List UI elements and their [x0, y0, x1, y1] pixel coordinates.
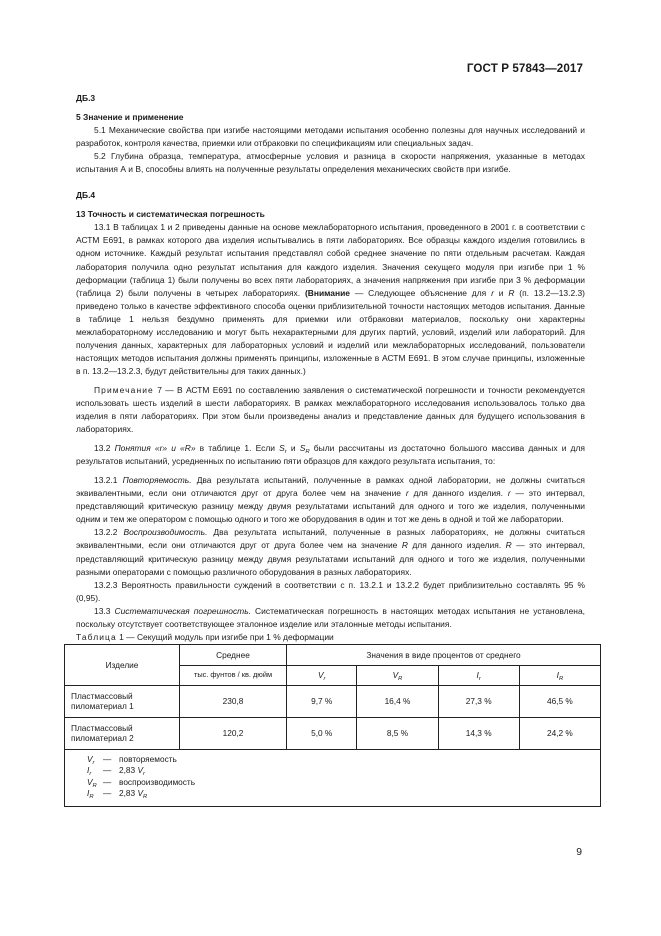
paragraph-13-1: [76, 221, 585, 378]
legend-dash: —: [103, 753, 112, 764]
clause-title: Повторяемость.: [122, 475, 192, 486]
legend-text: 2,83: [119, 765, 138, 776]
symbol-sr-main: S: [279, 443, 285, 454]
legend-symbol-sub: r: [89, 771, 92, 778]
legend-ref-sub: R: [143, 794, 148, 801]
header-item: Изделие: [65, 644, 180, 685]
cell-iR: 46,5 %: [519, 685, 600, 717]
legend-dash: —: [103, 765, 112, 776]
clause-number: 13.2.1: [94, 475, 123, 486]
paragraph-13-2-2: [76, 526, 585, 578]
cell-item: Пластмассовый пиломатериал 2: [65, 717, 180, 749]
paragraph-13-2-2-text-c: — это интервал, представляющий критическую разницу между двумя результатами испытаний для одного и того же изделия, полученными разными операторами с помощью различного оборудования в разных лабораториях.: [76, 540, 585, 577]
clause-title: Систематическая погрешность.: [114, 605, 251, 616]
attention-label: (Внимание: [304, 287, 350, 298]
table-row: [65, 717, 601, 749]
legend-symbol: V: [87, 776, 93, 787]
paragraph-5-1: 5.1 Механические свойства при изгибе настоящими методами испытания особенно полезны для научных исследований и разработок, контроля качества, приемки или отбраковки по спецификациям или специальных задач.: [76, 125, 585, 149]
cell-ir: 14,3 %: [438, 717, 519, 749]
cell-vR: 16,4 %: [357, 685, 438, 717]
header-ir-sub: r: [478, 676, 481, 683]
header-vr: [287, 665, 357, 685]
legend-text: 2,83: [119, 788, 138, 799]
legend-symbol-sub: R: [89, 794, 94, 801]
paragraph-13-2-2-text-b: для данного изделия.: [407, 540, 506, 551]
clause-number: 13.2.2: [94, 527, 124, 538]
table-1: [64, 644, 601, 807]
note-label: Примечание: [94, 384, 154, 395]
paragraph-13-2-1-text-a: Два результата испытаний, полученные в рамках одной лаборатории, не должны считаться эквивалентными, если они отличаются друг от друга более чем на значение: [76, 475, 585, 499]
table-1-caption: [76, 631, 585, 644]
cell-iR: 24,2 %: [519, 717, 600, 749]
note-text: 7 — В АСТМ Е691 по составлению заявления о систематической погрешности и точности рекомендуется использовать шесть изделий в шести лабораториях. В рамках межлабораторного исследования использовалось только два изделия в пяти лабораториях. При этом были произведены анализ и представление данных для будущего использования в лабораториях.: [76, 384, 585, 435]
header-mean-unit: тыс. фунтов / кв. дюйм: [180, 665, 287, 685]
cell-mean: 230,8: [180, 685, 287, 717]
header-iR-sub: R: [558, 676, 564, 683]
paragraph-5-2: 5.2 Глубина образца, температура, атмосферные условия и разница в скорости напряжения, указанные в методах испытания А и В, способны влиять на полученные результаты определения механических свойств при изгибе.: [76, 151, 585, 175]
paragraph-13-3-text: Систематическая погрешность в настоящих методах испытания не установлена, поскольку отсутствует соответствующее эталонное изделие или эталонные методы испытания.: [76, 605, 585, 629]
paragraph-13-2: [76, 442, 585, 468]
legend-ref-sub: r: [143, 771, 145, 778]
header-mean: Среднее: [180, 644, 287, 665]
legend-symbol: V: [87, 753, 93, 764]
header-iR: [519, 665, 600, 685]
symbol-R: R: [505, 540, 512, 551]
caption-word: Таблица: [76, 631, 117, 642]
paragraph-13-3: [76, 605, 585, 631]
paragraph-13-2-text-b: были рассчитаны из достаточно большого массива данных и для результатов испытаний, усредненных по испытанию пяти образцов для каждого результата испытания, то:: [76, 443, 585, 467]
symbol-r: r: [405, 488, 409, 499]
legend-item: [87, 788, 594, 800]
cell-item: Пластмассовый пиломатериал 1: [65, 685, 180, 717]
symbol-R: R: [401, 540, 408, 551]
legend-symbol: I: [87, 788, 90, 799]
cell-vR: 8,5 %: [357, 717, 438, 749]
legend-ref: V: [137, 765, 144, 776]
header-iR-main: I: [556, 670, 559, 681]
legend-dash: —: [103, 788, 112, 799]
header-vR-sub: R: [398, 676, 403, 683]
paragraph-13-2-1: [76, 474, 585, 526]
header-ir: [438, 665, 519, 685]
paragraph-13-2-text-a: в таблице 1. Если: [195, 443, 280, 454]
conjunction: и: [286, 443, 300, 454]
clause-number: 13.3: [94, 605, 115, 616]
section-5-heading: 5 Значение и применение: [76, 112, 184, 123]
paragraph-13-1-text-b: — Следующее объяснение для: [349, 287, 492, 298]
legend-text: воспроизводимость: [119, 776, 196, 787]
annex-title-db3: ДБ.3: [76, 93, 96, 103]
header-vR: [357, 665, 438, 685]
section-13-heading: 13 Точность и систематическая погрешность: [76, 209, 265, 220]
cell-mean: 120,2: [180, 717, 287, 749]
symbol-R: R: [508, 287, 515, 298]
clause-title: Воспроизводимость.: [123, 527, 208, 538]
symbol-r: r: [491, 287, 494, 298]
legend-symbol: I: [87, 765, 90, 776]
symbol-r: r: [507, 488, 511, 499]
symbol-sr-sub: r: [284, 449, 287, 456]
legend-symbol-sub: R: [92, 782, 97, 789]
table-row: [65, 685, 601, 717]
legend-item: [87, 765, 594, 777]
header-ir-main: I: [476, 670, 479, 681]
legend-symbol-sub: r: [92, 759, 95, 766]
paragraph-13-2-2-text-a: Два результата испытаний, полученные в разных лабораториях, не должны считаться эквивалентными, если они отличаются друг от друга более чем на значение: [76, 527, 585, 551]
header-percent: Значения в виде процентов от среднего: [287, 644, 601, 665]
symbol-sr: [279, 443, 287, 456]
paragraph-13-2-3: 13.2.3 Вероятность правильности суждений в соответствии с п. 13.2.1 и 13.2.2 будет приблизительно составлять 95 % (0,95).: [76, 579, 585, 603]
cell-vr: 9,7 %: [287, 685, 357, 717]
document-body: [71, 92, 585, 807]
conjunction: и: [493, 287, 509, 298]
paragraph-13-2-1-text-b: для данного изделия.: [408, 488, 508, 499]
header-vR-main: V: [392, 670, 399, 681]
page-number: 9: [576, 847, 582, 858]
paragraph-13-1-text: 13.1 В таблицах 1 и 2 приведены данные на основе межлабораторного испытания, проведенного в 2001 г. в соответствии с АСТМ Е691, в рамках которого два изделия испытывались в пяти лабораториях. Все образцы каждого изделия готовились в одном источнике. Каждый результат испытания представлял собой среднее значение по пяти отдельным расчетам. Каждая лаборатория получила одно результат испытания для каждого изделия. Значения секущего модуля при изгибе при 1 % деформации (таблица 1) были получены во всех пяти лабораториях, а значения напряжения при изгибе при 3 % деформации (таблица 2) были получены в четырех лабораториях.: [76, 222, 585, 298]
cell-vr: 5,0 %: [287, 717, 357, 749]
legend-text: повторяемость: [119, 753, 177, 764]
header-vr-main: V: [317, 670, 324, 681]
annex-title-db4: ДБ.4: [76, 190, 96, 201]
clause-number: 13.2: [94, 443, 115, 454]
paragraph-13-1-text-c: (п. 13.2—13.2.3) приведено только в качестве эффективного способа оценки приблизительной точности настоящих методов испытания. Данные в таблице 1 нельзя бездумно применять для приемки или отбраковки материалов, поскольку они характерны межлабораторному исследованию и могут быть нехарактерными для других партий, условий, изделий или лабораторий. Для получения данных, характерных для лабораторных условий и изделий или межлабораторных исследований, пользователи настоящих методов испытания должны применять принципы, изложенные в АСТМ Е691. В этом случае принципы, изложенные в п. 13.2—13.2.3, будут действительны для таких данных.): [76, 287, 585, 376]
symbol-sR: [299, 443, 310, 456]
clause-title: Понятия «r» и «R»: [114, 443, 196, 454]
legend-ref: V: [137, 788, 144, 799]
cell-ir: 27,3 %: [438, 685, 519, 717]
paragraph-13-2-1-text-c: — это интервал, представляющий критическую разницу между двумя результатами испытаний для одного и того же изделия, полученными одним и тем же оператором с помощью одного и того же оборудования в один и тот же день в одной и той же лаборатории.: [76, 488, 585, 525]
legend-item: [87, 777, 594, 789]
document-header: ГОСТ Р 57843—2017: [466, 62, 583, 75]
legend-item: [87, 754, 594, 766]
table-legend: [65, 749, 601, 806]
symbol-sR-sub: R: [305, 449, 310, 456]
symbol-sR-main: S: [299, 443, 306, 454]
legend-dash: —: [103, 776, 112, 787]
note-7: [76, 384, 585, 436]
caption-text: 1 — Секущий модуль при изгибе при 1 % деформации: [116, 631, 334, 642]
header-vr-sub: r: [323, 676, 326, 683]
